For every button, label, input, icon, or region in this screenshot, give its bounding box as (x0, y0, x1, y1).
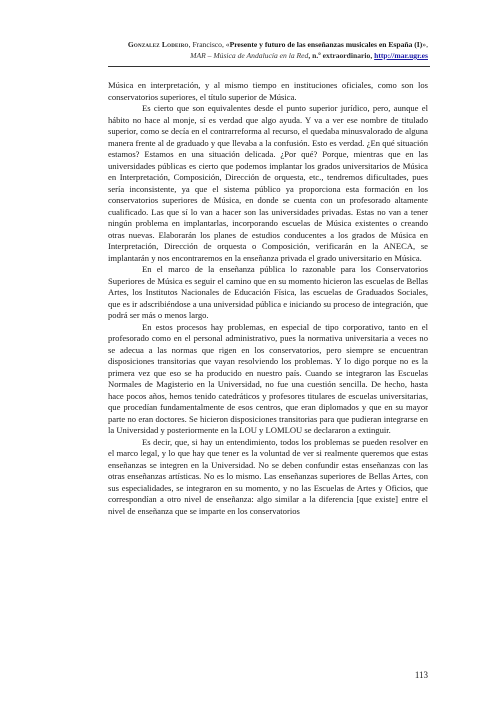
issue-label: , n.º extraordinario, (308, 51, 375, 60)
running-header (60, 39, 428, 61)
paragraph: En el marco de la enseñanza pública lo razonable para los Conservatorios Superiores de Música es seguir el camino que en su momento hicieron las escuelas de Bellas Artes, los Institutos Nacionales de Educación Física, las escuelas de Graduados Sociales, que es ir adscribiéndose a una universidad pública e iniciando su proceso de integración, que podrá ser más o menos largo. (108, 264, 428, 320)
paragraph: Música en interpretación, y al mismo tiempo en instituciones oficiales, como son los conservatorios superiores, el título superior de Música. (108, 80, 428, 102)
header-divider (108, 66, 430, 67)
page-number: 113 (414, 670, 428, 680)
paragraph: Es cierto que son equivalentes desde el punto superior jurídico, pero, aunque el hábito no hace al monje, sí es verdad que algo ayuda. Y va a ver ese nombre de titulado superior, como se decía en el contrarreforma al recurso, el quedaba minusvalorado de alguna manera frente al de graduado y que llevaba a la confusión. Esto es verdad. ¿En qué situación estamos? Estamos en una situación delicada. ¿Por qué? Porque, mientras que en las universidades públicas es cierto que podemos implantar los grados universitarios de Música en Interpretación, Composición, Dirección de orquesta, etc., tendremos dificultades, pues sería inconsistente, ya que el sistema público ya proporciona esta formación en los conservatorios superiores de Música, en donde se cuenta con un profesorado altamente cualificado. Las que sí lo van a hacer son las universidades privadas. Estas no van a tener ningún problema en implantarlas, incorporando escuelas de Música existentes o creando otras nuevas. Elaborarán los planes de estudios conducentes a los grados de Música en Interpretación, Dirección de orquesta o Composición, verificarán en la ANECA, se implantarán y nos encontraremos en la enseñanza privada el grado universitario en Música. (108, 103, 428, 263)
author-name: Gonzalez Lodeiro (127, 40, 189, 49)
paragraph: En estos procesos hay problemas, en especial de tipo corporativo, tanto en el profesorado como en el personal administrativo, pues la normativa universitaria a veces no se adecua a las normas que rigen en los conservatorios, pero siempre se encuentran disposiciones transitorias que vayan resolviendo los problemas. Y lo digo porque no es la primera vez que eso se ha producido en nuestro país. Cuando se integraron las Escuelas Normales de Magisterio en la Universidad, no fue una cuestión sencilla. De hecho, hasta hace pocos años, hemos tenido catedráticos y profesores titulares de escuelas universitarias, que procedían fundamentalmente de esos centros, que eran diplomados y que en su mayor parte no eran doctores. Se hicieron disposiciones transitorias para que pudieran integrarse en la Universidad y posteriormente en la LOU y LOMLOU se declararon a extinguir. (108, 321, 428, 435)
article-title: Presente y futuro de las enseñanzas musicales en España (I) (229, 40, 423, 49)
title-end: », (422, 40, 428, 49)
author-rest: , Francisco, « (188, 40, 230, 49)
journal-name: MAR – Música de Andalucía en la Red (190, 51, 309, 60)
paragraph: Es decir, que, si hay un entendimiento, todos los problemas se pueden resolver en el marco legal, y lo que hay que tener es la voluntad de ver si realmente queremos que estas enseñanzas se integren en la Universidad. No se deben confundir estas enseñanzas con las otras enseñanzas artísticas. No es lo mismo. Las enseñanzas superiores de Bellas Artes, con sus especialidades, se integraron en su momento, y no las Escuelas de Artes y Oficios, que correspondían a otro nivel de enseñanza: algo similar a la diferencia [que existe] entre el nivel de enseñanza que se imparte en los conservatorios (108, 436, 428, 516)
journal-url-link[interactable]: http://mar.ugr.es (374, 51, 428, 60)
journal-line (60, 50, 428, 61)
body-text (108, 80, 428, 517)
citation-line (60, 39, 428, 50)
